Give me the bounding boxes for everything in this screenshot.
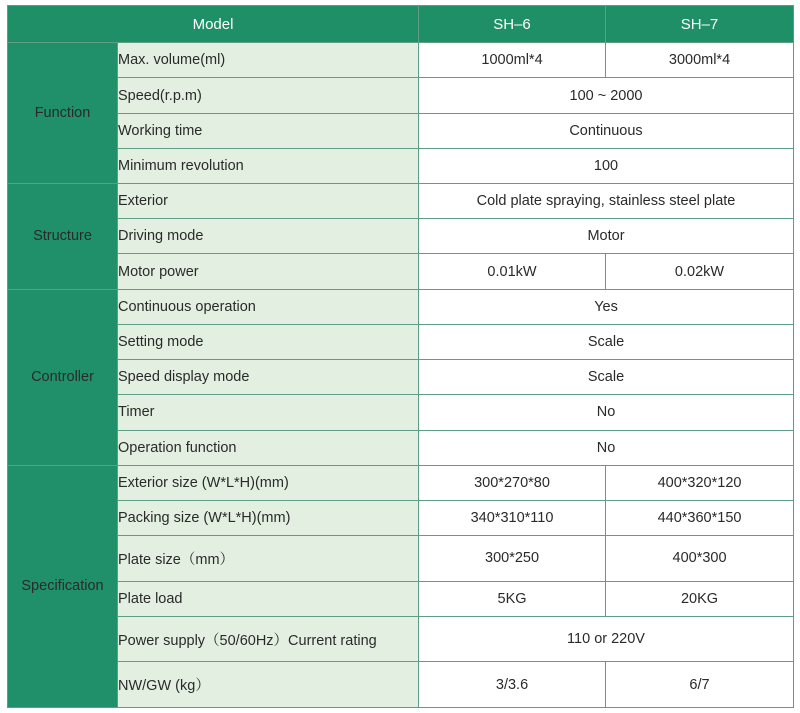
table-row xyxy=(8,78,794,113)
row-label: Max. volume(ml) xyxy=(118,43,419,78)
header-model-label: Model xyxy=(8,6,419,43)
row-value-sh7: 400*320*120 xyxy=(606,465,794,500)
row-label: Plate size（mm） xyxy=(118,536,419,582)
header-model-b: SH–7 xyxy=(606,6,794,43)
table-row xyxy=(8,219,794,254)
row-value-shared: Scale xyxy=(419,324,794,359)
row-label: Setting mode xyxy=(118,324,419,359)
row-value-sh6: 0.01kW xyxy=(419,254,606,289)
table-row xyxy=(8,43,794,78)
row-label: Operation function xyxy=(118,430,419,465)
spec-table-body xyxy=(8,6,794,708)
row-value-sh7: 3000ml*4 xyxy=(606,43,794,78)
table-row xyxy=(8,324,794,359)
table-row xyxy=(8,500,794,535)
row-value-sh7: 6/7 xyxy=(606,662,794,708)
row-value-shared: 100 xyxy=(419,148,794,183)
table-row xyxy=(8,581,794,616)
group-label-controller: Controller xyxy=(8,289,118,465)
row-value-shared: Motor xyxy=(419,219,794,254)
group-label-structure: Structure xyxy=(8,184,118,290)
row-value-shared: Yes xyxy=(419,289,794,324)
row-value-sh6: 300*250 xyxy=(419,536,606,582)
table-row xyxy=(8,113,794,148)
row-value-sh7: 0.02kW xyxy=(606,254,794,289)
row-value-sh6: 1000ml*4 xyxy=(419,43,606,78)
table-row xyxy=(8,184,794,219)
header-row xyxy=(8,6,794,43)
row-value-shared: Scale xyxy=(419,360,794,395)
table-row xyxy=(8,536,794,582)
row-value-shared: 100 ~ 2000 xyxy=(419,78,794,113)
row-label: Speed(r.p.m) xyxy=(118,78,419,113)
header-model-a: SH–6 xyxy=(419,6,606,43)
row-label: Power supply（50/60Hz）Current rating xyxy=(118,616,419,662)
row-value-shared: Cold plate spraying, stainless steel plate xyxy=(419,184,794,219)
row-label: Continuous operation xyxy=(118,289,419,324)
row-value-shared: 110 or 220V xyxy=(419,616,794,662)
table-row xyxy=(8,289,794,324)
row-label: Minimum revolution xyxy=(118,148,419,183)
row-label: Driving mode xyxy=(118,219,419,254)
row-value-sh7: 400*300 xyxy=(606,536,794,582)
table-row xyxy=(8,430,794,465)
table-row xyxy=(8,395,794,430)
row-value-sh6: 340*310*110 xyxy=(419,500,606,535)
row-value-sh7: 20KG xyxy=(606,581,794,616)
row-label: Packing size (W*L*H)(mm) xyxy=(118,500,419,535)
row-label: Exterior xyxy=(118,184,419,219)
row-value-sh6: 3/3.6 xyxy=(419,662,606,708)
row-label: NW/GW (kg） xyxy=(118,662,419,708)
row-label: Speed display mode xyxy=(118,360,419,395)
group-label-function: Function xyxy=(8,43,118,184)
spec-table xyxy=(7,5,794,708)
table-row xyxy=(8,148,794,183)
table-row xyxy=(8,662,794,708)
row-value-shared: No xyxy=(419,430,794,465)
table-row xyxy=(8,465,794,500)
row-label: Working time xyxy=(118,113,419,148)
group-label-specification: Specification xyxy=(8,465,118,707)
row-value-sh7: 440*360*150 xyxy=(606,500,794,535)
row-label: Timer xyxy=(118,395,419,430)
table-row xyxy=(8,360,794,395)
row-value-sh6: 300*270*80 xyxy=(419,465,606,500)
table-row xyxy=(8,616,794,662)
table-row xyxy=(8,254,794,289)
row-label: Plate load xyxy=(118,581,419,616)
row-value-sh6: 5KG xyxy=(419,581,606,616)
row-label: Exterior size (W*L*H)(mm) xyxy=(118,465,419,500)
row-value-shared: No xyxy=(419,395,794,430)
row-value-shared: Continuous xyxy=(419,113,794,148)
row-label: Motor power xyxy=(118,254,419,289)
